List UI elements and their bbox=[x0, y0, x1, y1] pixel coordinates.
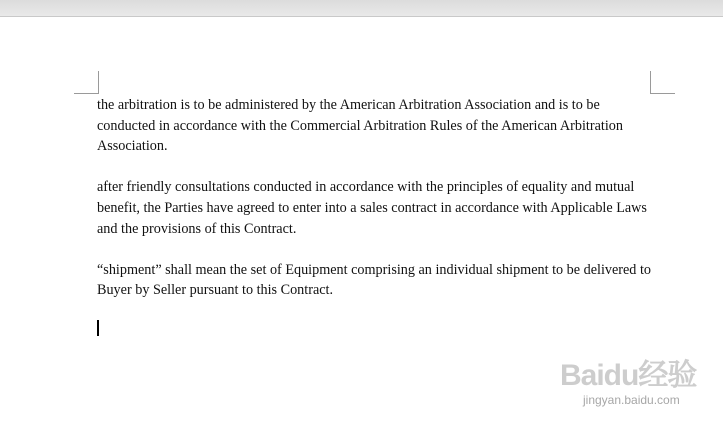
top-right-margin-corner-mark bbox=[650, 71, 675, 94]
window-top-band bbox=[0, 0, 723, 17]
baidu-logo-watermark: Baidu经验 bbox=[560, 359, 697, 392]
paragraph-shipment[interactable]: “shipment” shall mean the set of Equipment comprising an individual shipment to be delivered to Buyer by Seller pursuant to this Contract. bbox=[97, 261, 651, 299]
paragraph-consultations[interactable]: after friendly consultations conducted in accordance with the principles of equality and mutual benefit, the Parties have agreed to enter into a sales contract in accordance with Applicable Laws and the provisions of this Contract. bbox=[97, 179, 647, 237]
document-body[interactable] bbox=[97, 95, 657, 322]
paragraph-arbitration[interactable]: the arbitration is to be administered by the American Arbitration Association and is to be conducted in accordance with the Commercial Arbitration Rules of the American Arbitration Association. bbox=[97, 97, 623, 155]
baidu-watermark bbox=[560, 350, 720, 420]
top-left-margin-corner-mark bbox=[74, 71, 99, 94]
text-cursor bbox=[97, 320, 99, 336]
watermark-url: jingyan.baidu.com bbox=[583, 393, 680, 407]
